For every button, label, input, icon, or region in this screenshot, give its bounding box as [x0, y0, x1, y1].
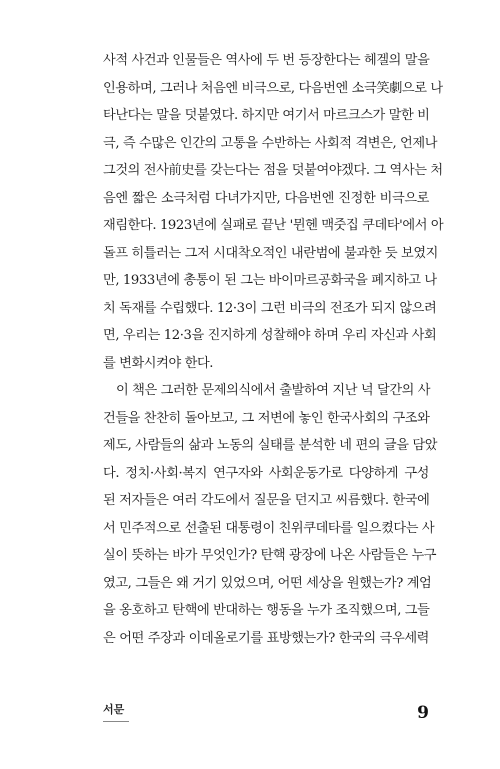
text-line: 된 저자들은 여러 각도에서 질문을 던지고 씨름했다. 한국에: [103, 493, 430, 508]
text-line: 인용하며, 그러나 처음엔 비극으로, 다음번엔 소극笑劇으로 나: [103, 80, 443, 96]
text-line: 사적 사건과 인물들은 역사에 두 번 등장한다는 헤겔의 말을: [103, 53, 430, 68]
text-line: 은 어떤 주장과 이데올로기를 표방했는가? 한국의 극우세력: [103, 630, 429, 646]
text-line: 타난다는 말을 덧붙였다. 하지만 여기서 마르크스가 말한 비: [103, 108, 430, 123]
text-line: 였고, 그들은 왜 거기 있었으며, 어떤 세상을 원했는가? 계엄: [103, 575, 432, 591]
text-line: 만, 1933년에 총통이 된 그는 바이마르공화국을 폐지하고 나: [103, 273, 437, 288]
footer-divider: [103, 721, 129, 722]
body-text: [103, 47, 444, 652]
text-line: 실이 뜻하는 바가 무엇인가? 탄핵 광장에 나온 사람들은 누구: [103, 548, 437, 563]
text-line: 재림한다. 1923년에 실패로 끝난 '뮌헨 맥줏집 쿠데타'에서 아: [103, 218, 444, 233]
text-line: 면, 우리는 12·3을 진지하게 성찰해야 하며 우리 자신과 사회: [103, 328, 437, 343]
page-number: 9: [417, 703, 429, 723]
text-line: 서 민주적으로 선출된 대통령이 친위쿠데타를 일으켰다는 사: [103, 520, 435, 536]
text-line: 그것의 전사前史를 갖는다는 점을 덧붙여야겠다. 그 역사는 처: [103, 163, 443, 178]
text-line: 돌프 히틀러는 그저 시대착오적인 내란범에 불과한 듯 보였지: [103, 245, 439, 261]
text-line-indented: 이 책은 그러한 문제의식에서 출발하여 지난 넉 달간의 사: [116, 383, 431, 398]
text-line: 제도, 사람들의 삶과 노동의 실태를 분석한 네 편의 글을 담았: [103, 438, 438, 453]
section-label: 서문: [103, 703, 125, 716]
text-line: 음엔 짧은 소극처럼 다녀가지만, 다음번엔 진정한 비극으로: [103, 190, 429, 206]
text-line: 를 변화시켜야 한다.: [103, 355, 214, 371]
text-line: 건들을 찬찬히 돌아보고, 그 저변에 놓인 한국사회의 구조와: [103, 410, 430, 426]
text-line: 다. 정치·사회·복지 연구자와 사회운동가로 다양하게 구성: [103, 465, 429, 481]
text-line: 치 독재를 수립했다. 12·3이 그런 비극의 전조가 되지 않으려: [103, 300, 437, 316]
text-line: 을 옹호하고 탄핵에 반대하는 행동을 누가 조직했으며, 그들: [103, 603, 430, 618]
text-line: 극, 즉 수많은 인간의 고통을 수반하는 사회적 격변은, 언제나: [103, 135, 438, 151]
